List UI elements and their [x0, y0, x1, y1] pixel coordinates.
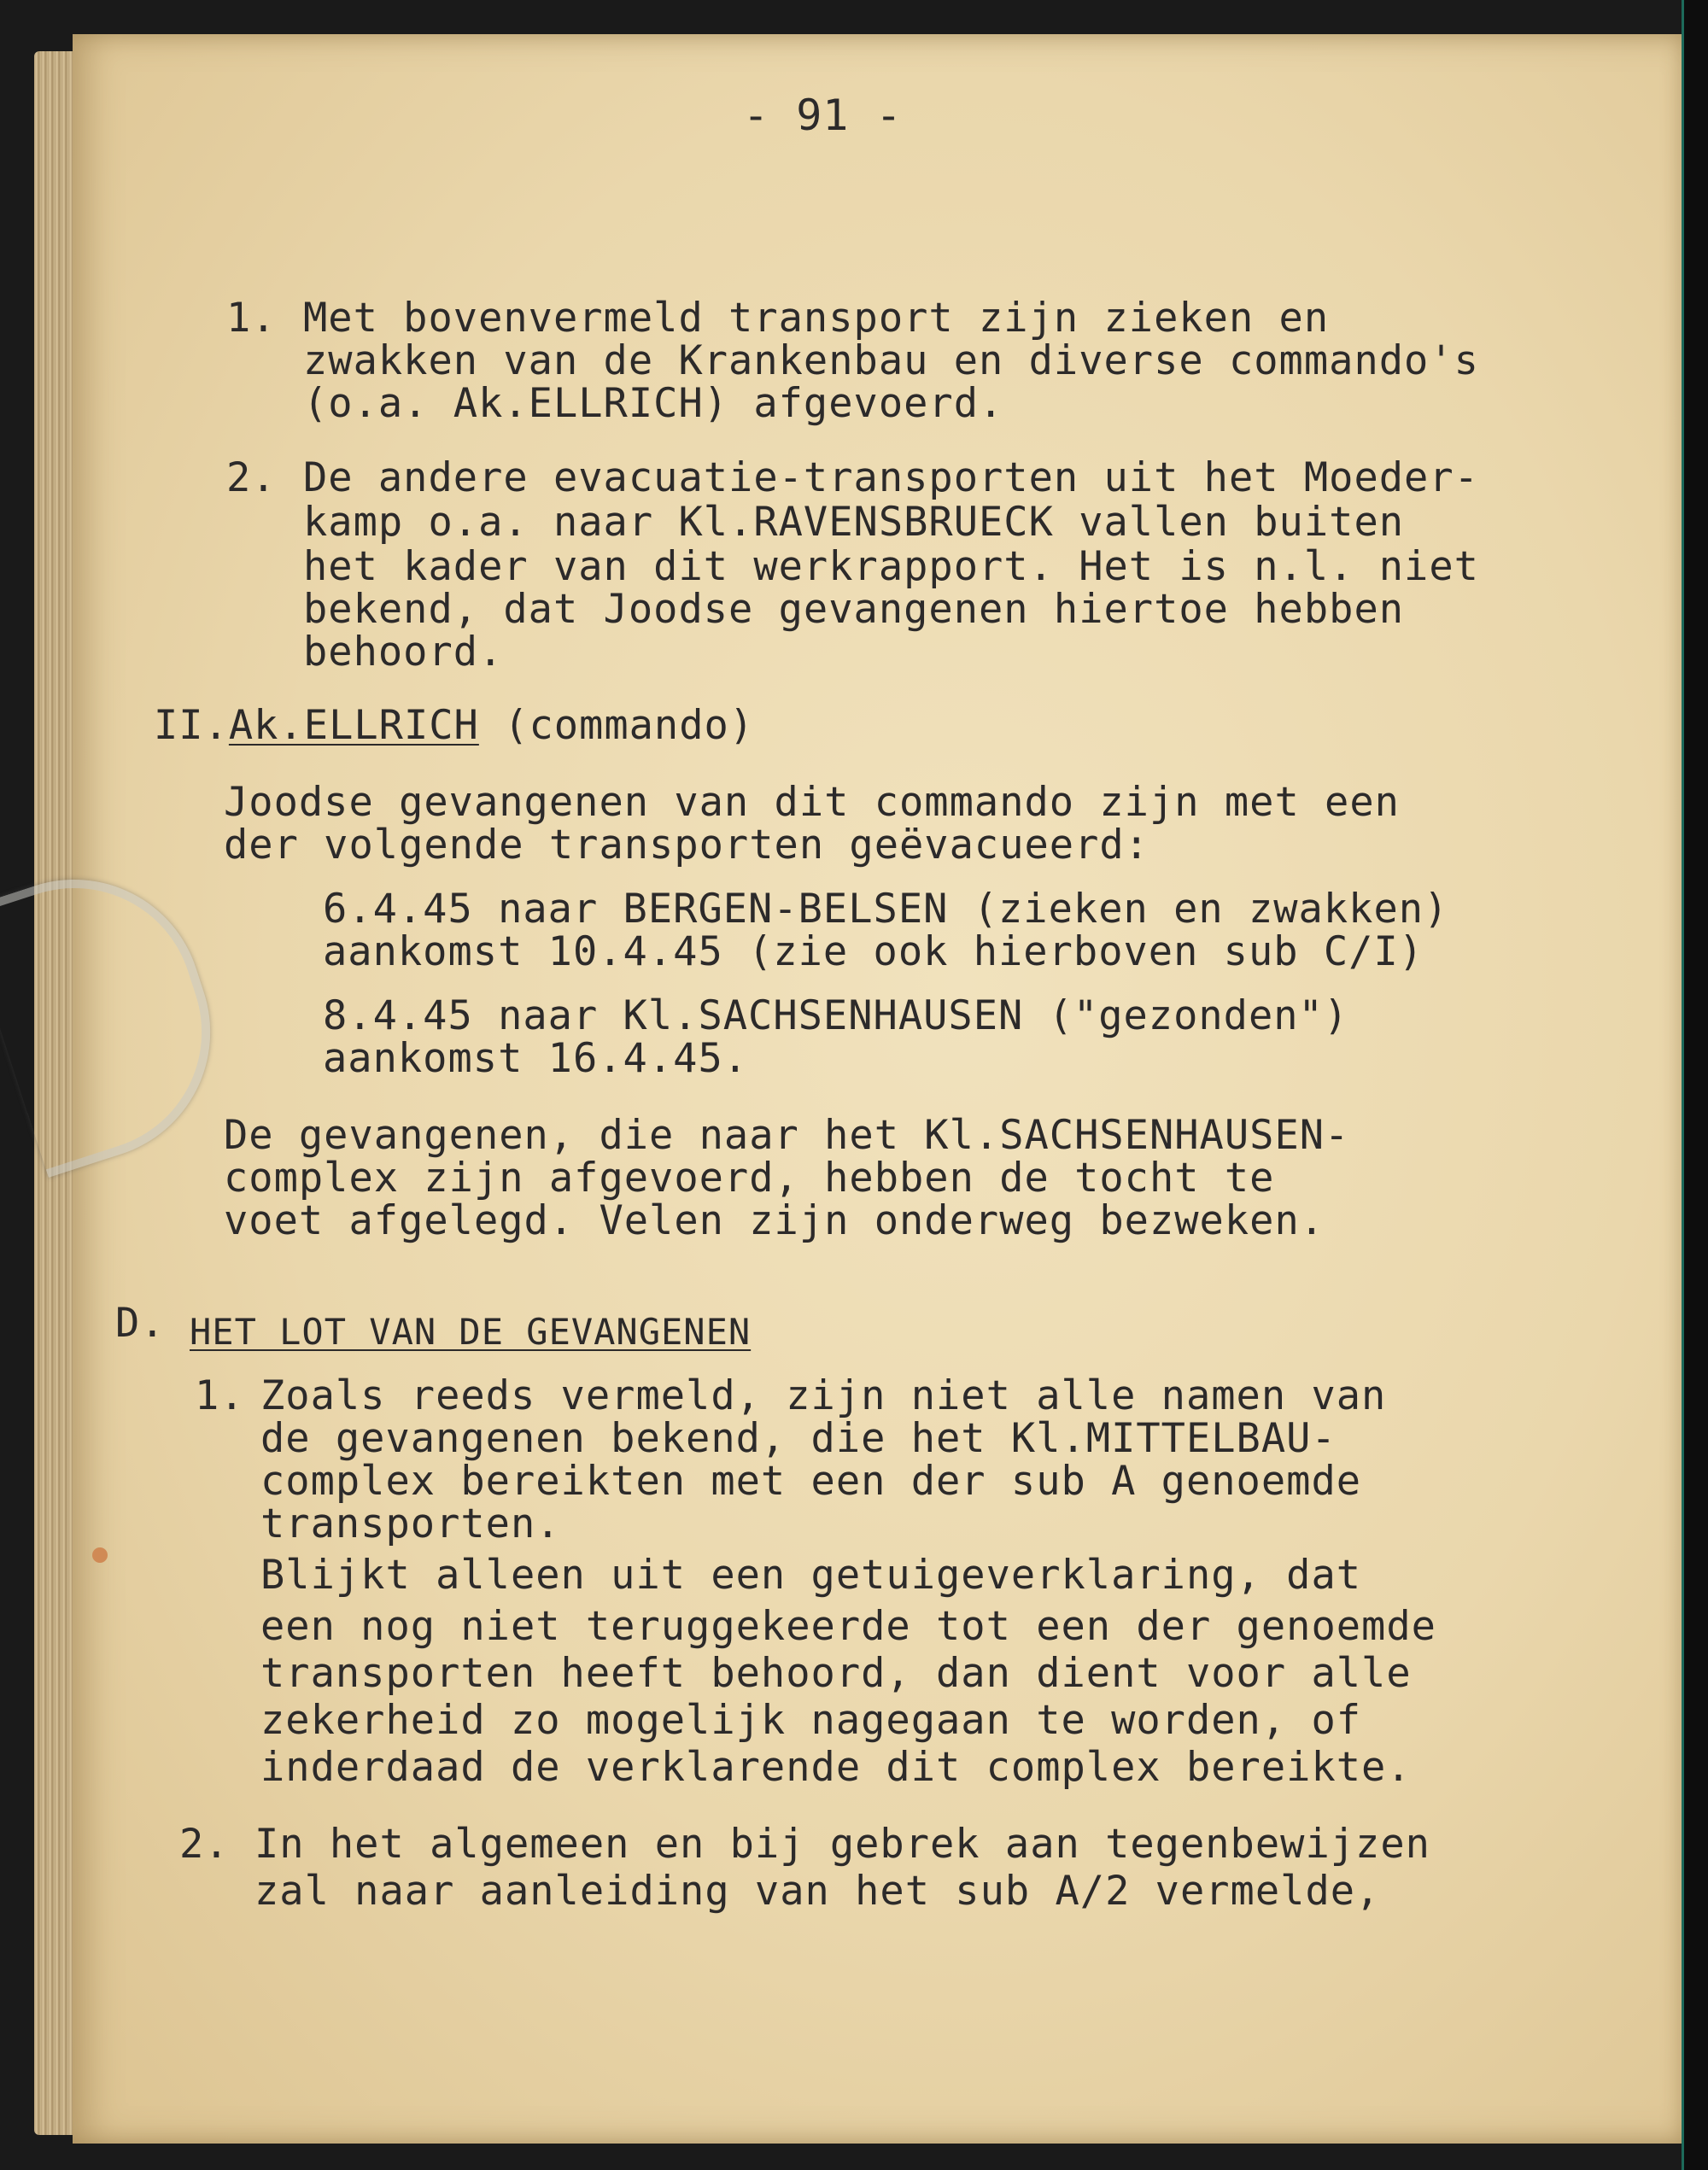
paragraph-line: complex bereikten met een der sub A genoemde	[260, 1458, 1362, 1505]
section-subtitle: (commando)	[478, 702, 755, 749]
paragraph-line: bekend, dat Joodse gevangenen hiertoe hebben	[303, 586, 1405, 633]
paragraph-line: zal naar aanleiding van het sub A/2 vermelde,	[254, 1868, 1381, 1915]
paragraph-line: inderdaad de verklarende dit complex bereikte.	[260, 1744, 1412, 1791]
transport-line: 6.4.45 naar BERGEN-BELSEN (zieken en zwakken)	[323, 886, 1449, 933]
section-title: Ak.ELLRICH	[228, 702, 479, 749]
punch-hole	[92, 1547, 108, 1563]
paragraph-line: Blijkt alleen uit een getuigeverklaring, dat	[260, 1552, 1362, 1599]
list-number: 2.	[226, 454, 277, 501]
paragraph-line: behoord.	[303, 629, 504, 676]
section-heading	[154, 702, 755, 749]
section-letter: D.	[115, 1300, 166, 1347]
paragraph-line: De gevangenen, die naar het Kl.SACHSENHAUSEN-	[224, 1112, 1350, 1159]
paragraph-line: der volgende transporten geëvacueerd:	[224, 822, 1149, 869]
page-number: - 91 -	[743, 91, 903, 140]
section-number: II.	[154, 702, 229, 749]
paragraph-line: zekerheid zo mogelijk nagegaan te worden, of	[260, 1697, 1362, 1744]
transport-line: aankomst 10.4.45 (zie ook hierboven sub C/I)	[323, 928, 1424, 975]
paragraph-line: transporten heeft behoord, dan dient voor alle	[260, 1650, 1412, 1697]
paragraph-line: complex zijn afgevoerd, hebben de tocht te	[224, 1155, 1275, 1202]
paragraph-line: de gevangenen bekend, die het Kl.MITTELBAU-	[260, 1415, 1337, 1462]
transport-line: 8.4.45 naar Kl.SACHSENHAUSEN ("gezonden")	[323, 992, 1349, 1039]
paragraph-line: De andere evacuatie-transporten uit het Moeder-	[303, 454, 1479, 501]
list-number: 1.	[226, 295, 277, 342]
paragraph-line: Joodse gevangenen van dit commando zijn met een	[224, 779, 1400, 826]
paragraph-line: (o.a. Ak.ELLRICH) afgevoerd.	[303, 380, 1004, 427]
paragraph-line: transporten.	[260, 1500, 561, 1547]
paragraph-line: een nog niet teruggekeerde tot een der genoemde	[260, 1603, 1436, 1650]
paragraph-line: zwakken van de Krankenbau en diverse commando's	[303, 337, 1479, 384]
transport-line: aankomst 16.4.45.	[323, 1035, 749, 1082]
paragraph-line: voet afgelegd. Velen zijn onderweg bezweken.	[224, 1197, 1325, 1244]
paragraph-line: Zoals reeds vermeld, zijn niet alle namen van	[260, 1372, 1387, 1419]
paragraph-line: Met bovenvermeld transport zijn zieken en	[303, 295, 1330, 342]
paragraph-line: kamp o.a. naar Kl.RAVENSBRUECK vallen buiten	[303, 499, 1405, 546]
scan-border	[1682, 0, 1708, 2170]
paragraph-line: In het algemeen en bij gebrek aan tegenbewijzen	[254, 1821, 1430, 1868]
list-number: 1.	[195, 1372, 245, 1419]
list-number: 2.	[179, 1821, 230, 1868]
paragraph-line: het kader van dit werkrapport. Het is n.l. niet	[303, 543, 1479, 590]
section-title: HET LOT VAN DE GEVANGENEN	[190, 1311, 752, 1353]
